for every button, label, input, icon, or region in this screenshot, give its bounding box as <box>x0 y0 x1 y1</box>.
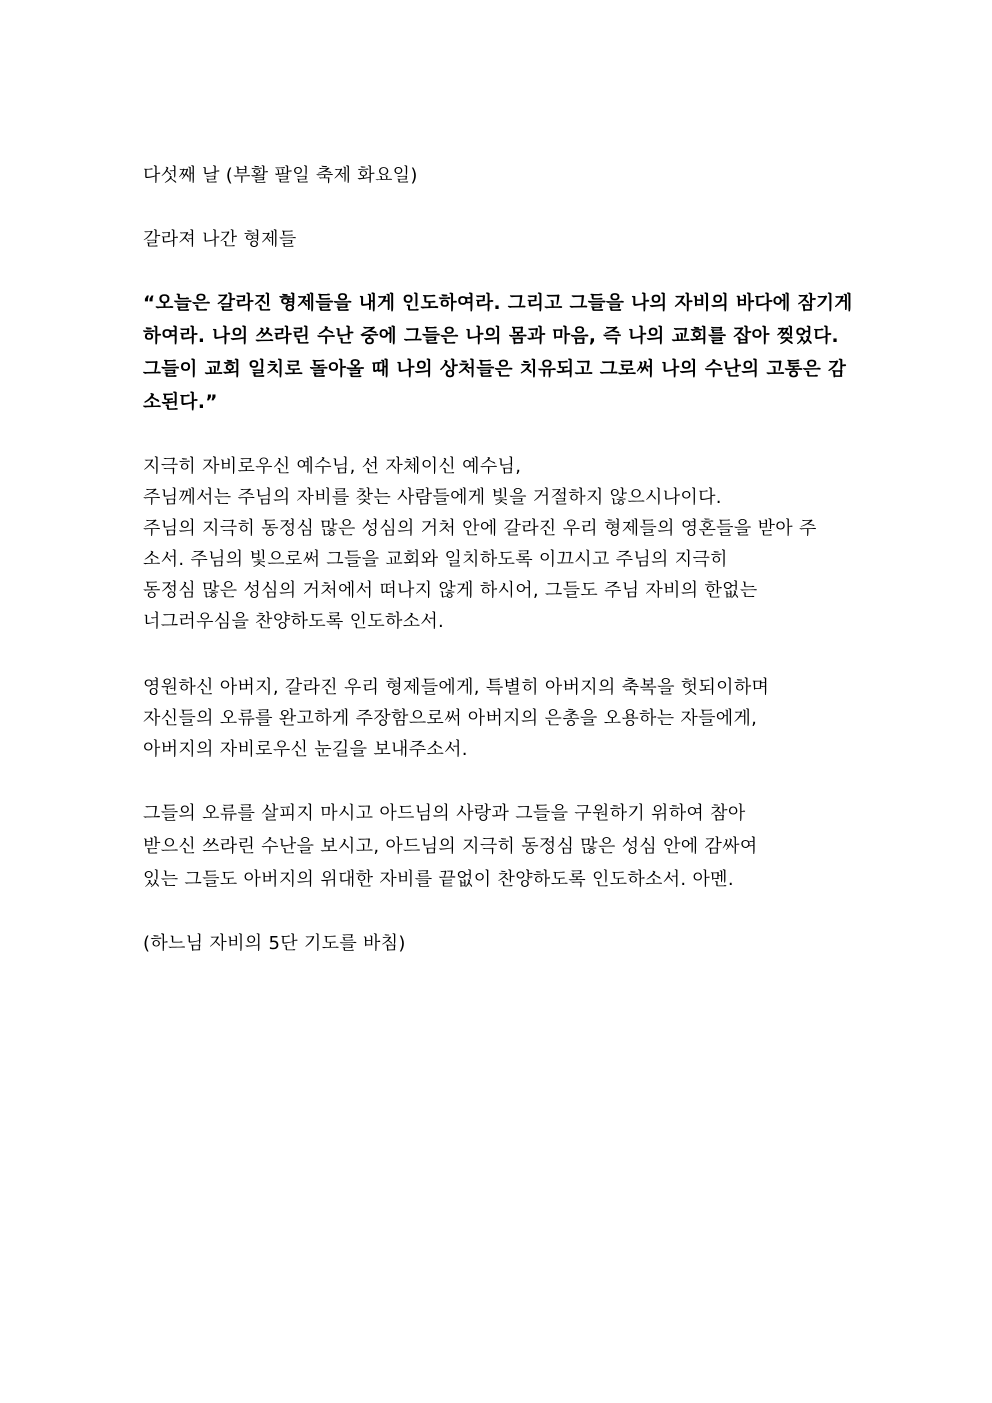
prayer-to-jesus-line: 주님의 지극히 동정심 많은 성심의 거처 안에 갈라진 우리 형제들의 영혼들을 받아 주 <box>143 518 817 539</box>
day-heading: 다섯째 날 (부활 팔일 축제 화요일) <box>143 165 418 186</box>
prayer-to-jesus-line: 지극히 자비로우신 예수님, 선 자체이신 예수님, <box>143 456 522 477</box>
prayer-to-father-line: 영원하신 아버지, 갈라진 우리 형제들에게, 특별히 아버지의 축복을 헛되이하며 <box>143 677 770 698</box>
prayer-to-jesus-line: 너그러우심을 찬양하도록 인도하소서. <box>143 611 445 632</box>
footer-note: (하느님 자비의 5단 기도를 바침) <box>143 933 406 954</box>
closing-prayer-line: 있는 그들도 아버지의 위대한 자비를 끝없이 찬양하도록 인도하소서. 아멘. <box>143 869 734 890</box>
quote-line: 하여라. 나의 쓰라린 수난 중에 그들은 나의 몸과 마음, 즉 나의 교회를 잡아 찢었다. <box>143 326 839 347</box>
prayer-to-jesus-line: 소서. 주님의 빛으로써 그들을 교회와 일치하도록 이끄시고 주님의 지극히 <box>143 549 728 570</box>
quote-line: 소된다.” <box>143 392 218 413</box>
quote-line: “오늘은 갈라진 형제들을 내게 인도하여라. 그리고 그들을 나의 자비의 바다에 잠기게 <box>143 293 853 314</box>
prayer-to-jesus-line: 동정심 많은 성심의 거처에서 떠나지 않게 하시어, 그들도 주님 자비의 한없는 <box>143 580 758 601</box>
prayer-to-father-line: 자신들의 오류를 완고하게 주장함으로써 아버지의 은총을 오용하는 자들에게, <box>143 708 758 729</box>
closing-prayer-line: 그들의 오류를 살피지 마시고 아드님의 사랑과 그들을 구원하기 위하여 참아 <box>143 803 746 824</box>
quote-line: 그들이 교회 일치로 돌아올 때 나의 상처들은 치유되고 그로써 나의 수난의 고통은 감 <box>143 359 847 380</box>
closing-prayer-line: 받으신 쓰라린 수난을 보시고, 아드님의 지극히 동정심 많은 성심 안에 감싸여 <box>143 836 758 857</box>
prayer-to-jesus-line: 주님께서는 주님의 자비를 찾는 사람들에게 빛을 거절하지 않으시나이다. <box>143 487 722 508</box>
prayer-to-father-line: 아버지의 자비로우신 눈길을 보내주소서. <box>143 739 468 760</box>
intention-title: 갈라져 나간 형제들 <box>143 229 297 250</box>
